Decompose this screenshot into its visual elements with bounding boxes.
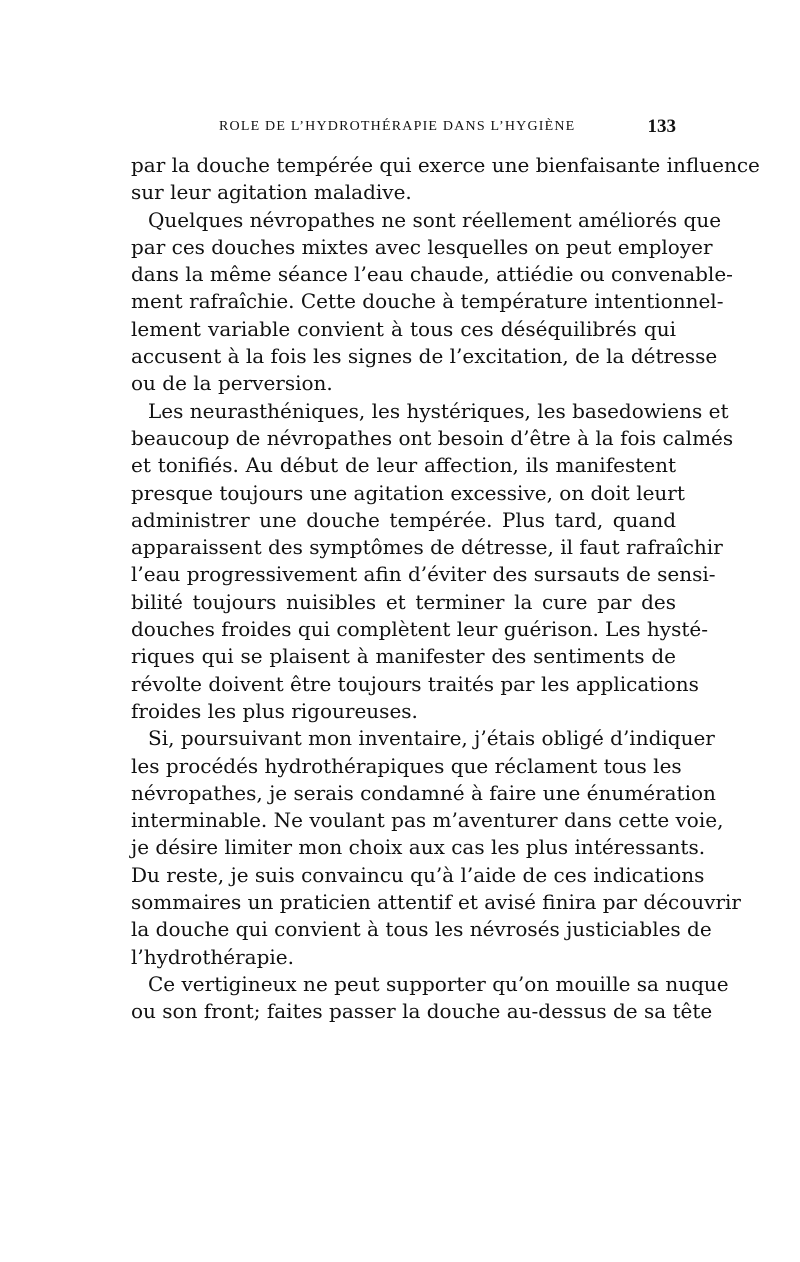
text-line: lement variable convient à tous ces déséquilibrés qui bbox=[131, 316, 676, 341]
body-text bbox=[131, 152, 760, 1026]
text-line: Si, poursuivant mon inventaire, j’étais obligé d’indiquer bbox=[148, 726, 715, 751]
page-number: 133 bbox=[647, 116, 676, 137]
text-line: ou son front; faites passer la douche au-dessus de sa tête bbox=[131, 999, 713, 1024]
text-line: je désire limiter mon choix aux cas les plus intéressants. bbox=[131, 835, 706, 860]
text-line: beaucoup de névropathes ont besoin d’être à la fois calmés bbox=[131, 425, 734, 450]
text-line: par la douche tempérée qui exerce une bienfaisante influence bbox=[131, 153, 760, 177]
text-line: ou de la perversion. bbox=[131, 371, 333, 396]
text-line: bilité toujours nuisibles et terminer la cure par des bbox=[131, 589, 676, 614]
text-line: la douche qui convient à tous les névrosés justiciables de bbox=[131, 917, 712, 942]
text-line: apparaissent des symptômes de détresse, il faut rafraîchir bbox=[131, 535, 723, 560]
text-line: riques qui se plaisent à manifester des sentiments de bbox=[131, 644, 676, 669]
page-header bbox=[131, 116, 676, 142]
text-line: l’eau progressivement afin d’éviter des sursauts de sensi- bbox=[131, 562, 716, 587]
text-line: presque toujours une agitation excessive, on doit leurt bbox=[131, 480, 685, 505]
text-line: par ces douches mixtes avec lesquelles on peut employer bbox=[131, 234, 713, 259]
text-line: froides les plus rigoureuses. bbox=[131, 698, 418, 723]
running-head: ROLE DE L’HYDROTHÉRAPIE DANS L’HYGIÈNE bbox=[219, 119, 576, 134]
text-line: Ce vertigineux ne peut supporter qu’on mouille sa nuque bbox=[148, 971, 729, 996]
text-line: douches froides qui complètent leur guérison. Les hysté- bbox=[131, 617, 708, 642]
text-line: névropathes, je serais condamné à faire une énumération bbox=[131, 780, 716, 805]
text-line: les procédés hydrothérapiques que réclament tous les bbox=[131, 753, 682, 778]
text-line: et tonifiés. Au début de leur affection, ils manifestent bbox=[131, 453, 676, 478]
text-line: Les neurasthéniques, les hystériques, les basedowiens et bbox=[148, 398, 729, 423]
text-line: accusent à la fois les signes de l’excitation, de la détresse bbox=[131, 344, 718, 369]
text-line: révolte doivent être toujours traités par les applications bbox=[131, 671, 699, 696]
text-line: ment rafraîchie. Cette douche à température intentionnel- bbox=[131, 289, 724, 314]
text-line: l’hydrothérapie. bbox=[131, 944, 294, 969]
text-line: dans la même séance l’eau chaude, attiédie ou convenable- bbox=[131, 262, 733, 287]
text-line: Du reste, je suis convaincu qu’à l’aide de ces indications bbox=[131, 862, 705, 887]
text-line: interminable. Ne voulant pas m’aventurer dans cette voie, bbox=[131, 808, 724, 833]
text-line: Quelques névropathes ne sont réellement améliorés que bbox=[148, 207, 722, 232]
text-line: sommaires un praticien attentif et avisé finira par découvrir bbox=[131, 890, 741, 915]
text-line: sur leur agitation maladive. bbox=[131, 180, 412, 205]
text-line: administrer une douche tempérée. Plus tard, quand bbox=[131, 507, 676, 532]
